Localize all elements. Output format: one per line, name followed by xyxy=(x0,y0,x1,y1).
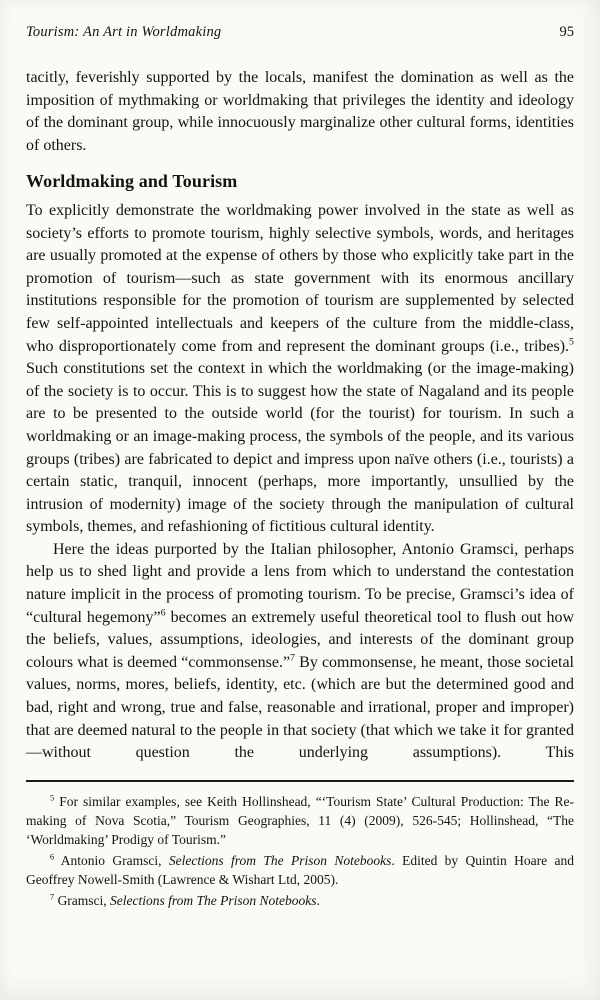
section-heading: Worldmaking and Tourism xyxy=(26,171,238,192)
footnote-separator xyxy=(26,780,574,782)
page-number: 95 xyxy=(559,24,574,40)
text-run: Here the ideas purported by the Italian philosopher, Antonio Gramsci, perhaps help us to shed light and provide a lens from which to understand the contestation nature implicit in the process of promoting tourism. To be precise, Gramsci’s idea of “cultural hegemony” xyxy=(26,540,574,626)
paragraph xyxy=(26,539,574,765)
text-run: . xyxy=(316,892,320,908)
text-run: To explicitly demonstrate the worldmaking power involved in the state as well as society’s efforts to promote tourism, highly selective symbols, words, and heritages are usually promoted at the expense of others by those who explicitly take part in the promotion of tourism—such as state government with its enormous ancillary institutions responsible for the promotion of tourism are supplemented by selected few self-appointed intellectuals and keepers of the culture from the middle-class, who disproportionately come from and represent the dominant groups (i.e., tribes). xyxy=(26,201,574,355)
text-run: Selections from The Prison Notebooks xyxy=(168,852,392,868)
text-run: Gramsci, xyxy=(54,892,111,908)
text-run: Selections from The Prison Notebooks xyxy=(110,892,317,908)
footnote-ref: 6 xyxy=(160,607,166,619)
footnote-ref: 5 xyxy=(569,336,574,348)
text-run: tacitly, feverishly supported by the locals, manifest the domination as well as the imposition of mythmaking or worldmaking that privileges the identity and ideology of the dominant group, while innocuously marginalize other cultural forms, identities of others. xyxy=(26,69,574,154)
text-run: . Edited by Quintin Hoare and Geoffrey Nowell-Smith (Lawrence & Wishart Ltd, 2005). xyxy=(26,852,574,887)
footnote xyxy=(26,891,574,910)
footnote xyxy=(26,851,574,889)
body-text xyxy=(26,67,574,765)
running-head-title: Tourism: An Art in Worldmaking xyxy=(26,24,222,40)
footnote xyxy=(26,792,574,849)
text-run: For similar examples, see Keith Hollinshead, “‘Tourism State’ Cultural Production: The Re-making of Nova Scotia,” Tourism Geographies, 11 (4) (2009), 526-545; Hollinshead, “The ‘Worldmaking’ Prodigy of Tourism.” xyxy=(26,793,574,847)
text-run: becomes an extremely useful theoretical tool to flush out how the beliefs, values, assumptions, ideologies, and interests of the dominant group colours what is deemed “commonsense.” xyxy=(26,608,575,671)
paragraph xyxy=(26,67,574,157)
footnote-number: 6 xyxy=(50,852,55,862)
footnote-number: 7 xyxy=(50,892,55,902)
text-run: By commonsense, he meant, those societal values, norms, mores, beliefs, identity, etc. (which are but the determined good and bad, right and wrong, true and false, reasonable and irrational, proper and improper) that are deemed natural to the people in that society (that which we take it for granted—without question the underlying assumptions). This xyxy=(26,653,574,762)
text-run: Such constitutions set the context in which the worldmaking (or the image-making) of the society is to occur. This is to suggest how the state of Nagaland and its people are to be presented to the outside world (for the tourist) for tourism. In such a worldmaking or an image-making process, the symbols of the people, and its various groups (tribes) are fabricated to depict and impress upon naïve others (i.e., tourists) a certain static, tranquil, innocent (perhaps, more importantly, unsullied by the intrusion of modernity) image of the society through the manipulation of cultural symbols, themes, and refashioning of fictitious cultural identity. xyxy=(26,360,574,536)
page-header xyxy=(26,24,574,41)
text-run: Antonio Gramsci, xyxy=(54,852,169,868)
paragraph xyxy=(26,200,574,539)
footnote-ref: 7 xyxy=(290,652,295,664)
footnote-list xyxy=(26,792,574,910)
footnote-number: 5 xyxy=(50,793,55,803)
